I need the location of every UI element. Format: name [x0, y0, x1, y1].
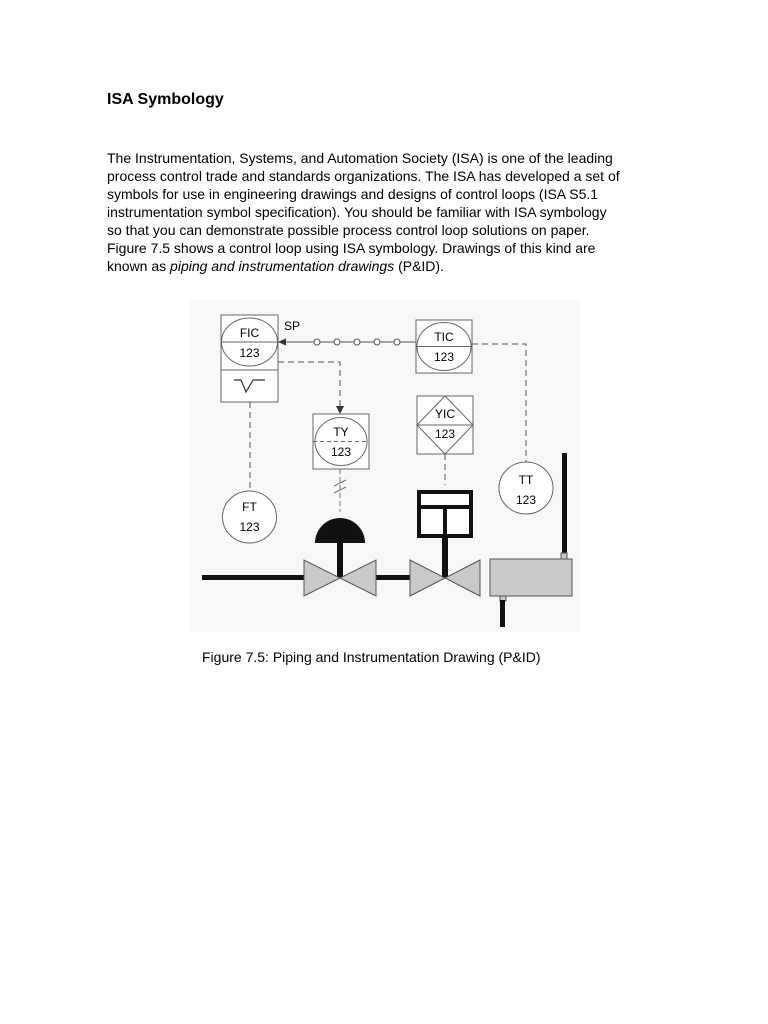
valve-stem	[442, 536, 448, 578]
paragraph-text: (P&ID).	[394, 258, 444, 274]
valve-stem	[337, 543, 343, 578]
paragraph-line: so that you can demonstrate possible process control loop solutions on paper.	[107, 222, 590, 238]
tic-tag: TIC	[434, 330, 454, 344]
tt-tag: TT	[518, 473, 534, 487]
sp-label: SP	[284, 319, 301, 333]
outlet-pipe	[500, 600, 505, 627]
paragraph-line: process control trade and standards organizations. The ISA has developed a set of	[107, 168, 620, 184]
tt-instrument	[499, 462, 553, 514]
paragraph-text: known as	[107, 258, 171, 274]
tic-number: 123	[433, 350, 455, 364]
pid-diagram	[190, 300, 580, 632]
link-circle	[354, 339, 360, 345]
paragraph-line: symbols for use in engineering drawings and designs of control loops (ISA S5.1	[107, 186, 599, 202]
link-circle	[334, 339, 340, 345]
paragraph-line: instrumentation symbol specification). You should be familiar with ISA symbology	[107, 204, 607, 220]
ft-instrument	[223, 491, 277, 543]
ft-tag: FT	[242, 500, 257, 514]
ty-number: 123	[330, 445, 352, 459]
yic-tag: YIC	[434, 407, 456, 421]
ft-circle	[223, 491, 277, 543]
yic-number: 123	[434, 427, 456, 441]
thermowell-pipe	[562, 453, 567, 557]
yic-instrument	[417, 396, 473, 454]
link-circle	[394, 339, 400, 345]
paragraph-line: The Instrumentation, Systems, and Automation Society (ISA) is one of the leading	[107, 150, 613, 166]
fic-tag: FIC	[239, 326, 260, 340]
ft-number: 123	[239, 520, 260, 534]
pid-figure	[190, 300, 580, 632]
ty-tag: TY	[333, 425, 349, 439]
link-circle	[314, 339, 320, 345]
fic-number: 123	[239, 346, 260, 360]
vessel-nozzle	[561, 553, 567, 559]
paragraph-emphasis: piping and instrumentation drawings	[170, 258, 395, 274]
main-pipe	[202, 575, 304, 580]
intro-paragraph	[107, 149, 667, 275]
paragraph-line	[107, 257, 667, 275]
tic-instrument	[416, 320, 472, 373]
main-pipe	[376, 575, 410, 580]
ty-instrument	[313, 414, 369, 469]
paragraph-line: Figure 7.5 shows a control loop using ISA symbology. Drawings of this kind are	[107, 240, 596, 256]
section-heading: ISA Symbology	[107, 91, 224, 108]
fic-instrument	[221, 315, 278, 402]
tt-number: 123	[515, 493, 537, 507]
link-circle	[374, 339, 380, 345]
vessel-body	[490, 559, 572, 596]
figure-caption: Figure 7.5: Piping and Instrumentation Drawing (P&ID)	[202, 649, 541, 665]
